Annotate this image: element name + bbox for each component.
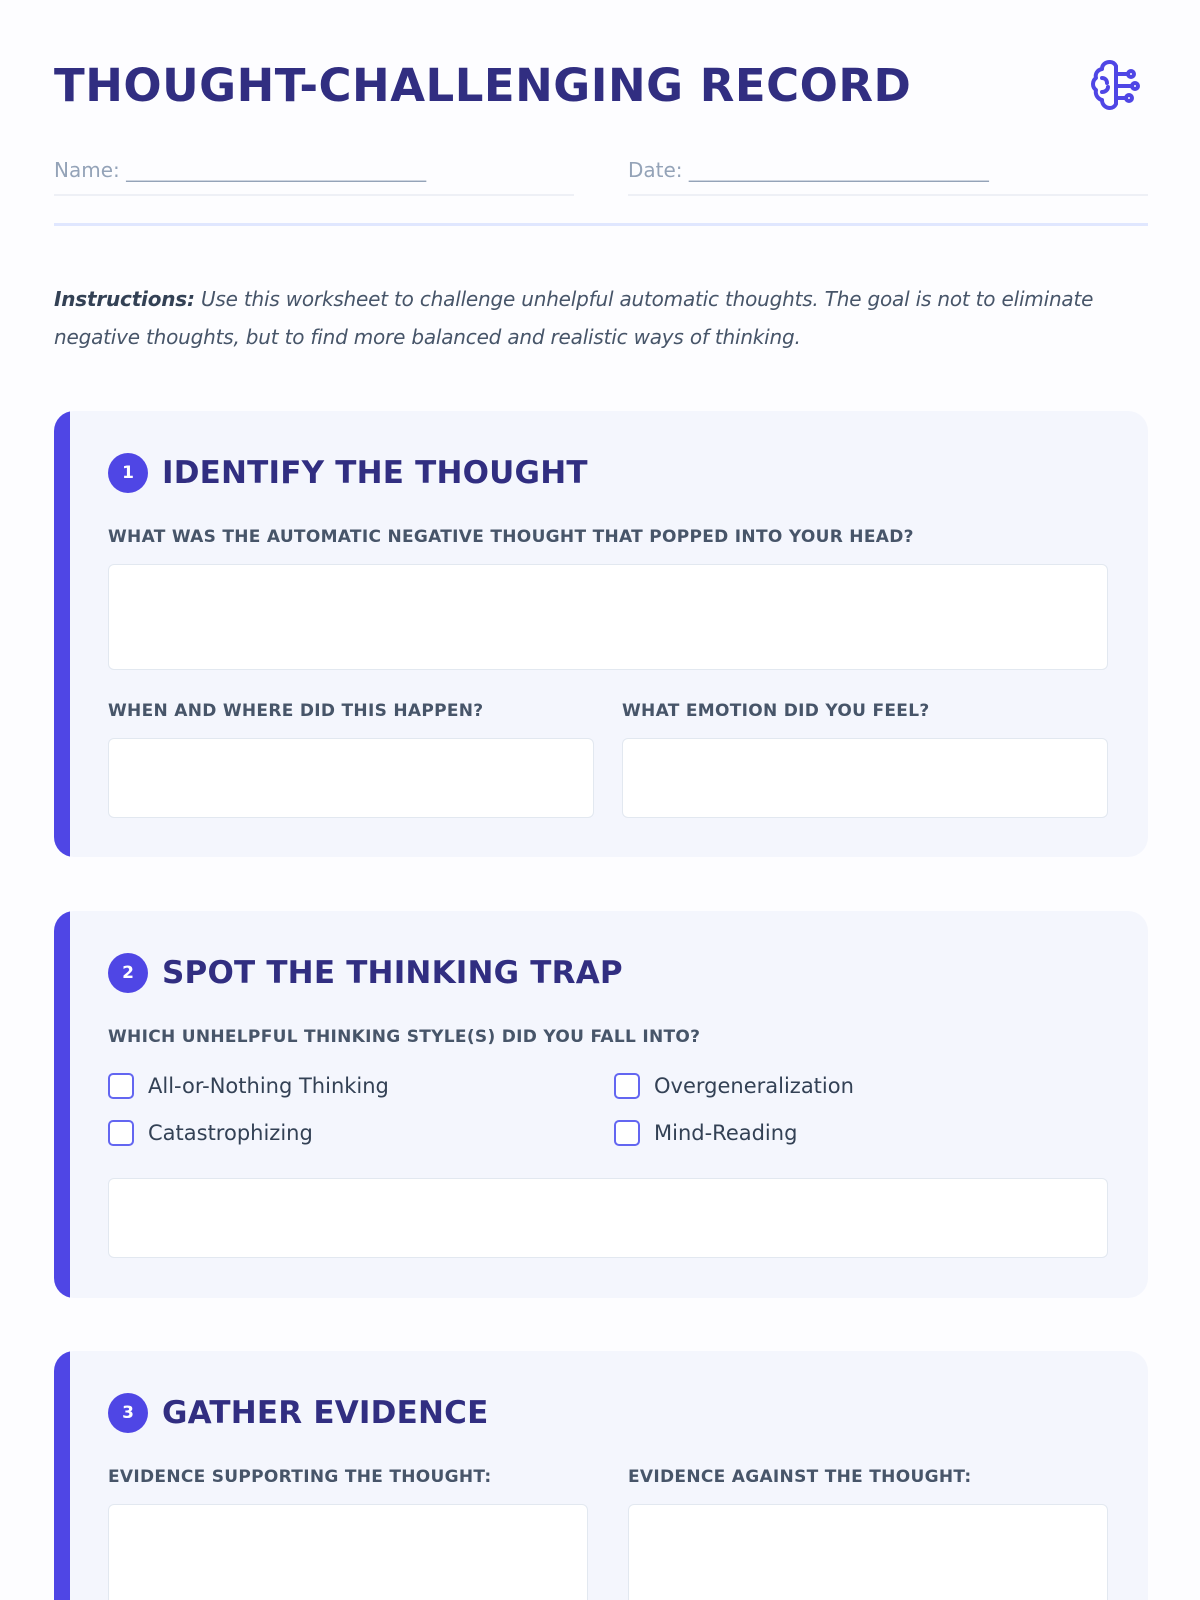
- emotion-input[interactable]: [622, 738, 1108, 818]
- evidence-for-input[interactable]: [108, 1504, 588, 1600]
- evidence-against-input[interactable]: [628, 1504, 1108, 1600]
- question-label: WHAT WAS THE AUTOMATIC NEGATIVE THOUGHT THAT POPPED INTO YOUR HEAD?: [108, 527, 914, 547]
- section-title: SPOT THE THINKING TRAP: [162, 955, 623, 991]
- question-label: WHICH UNHELPFUL THINKING STYLE(S) DID YOU FALL INTO?: [108, 1027, 701, 1047]
- header-divider: [54, 223, 1148, 226]
- section-heading: [108, 1393, 488, 1433]
- question-label: WHEN AND WHERE DID THIS HAPPEN?: [108, 701, 484, 721]
- step-number-badge: 2: [108, 953, 148, 993]
- page-title: THOUGHT-CHALLENGING RECORD: [54, 59, 912, 112]
- option-label: Mind-Reading: [654, 1121, 798, 1145]
- section-gather-evidence: [54, 1351, 1148, 1600]
- step-number-badge: 1: [108, 453, 148, 493]
- option-all-or-nothing[interactable]: [108, 1071, 389, 1101]
- date-field[interactable]: Date: ______________________________: [628, 150, 1148, 196]
- option-label: Catastrophizing: [148, 1121, 313, 1145]
- section-heading: [108, 953, 623, 993]
- checkbox[interactable]: [108, 1073, 134, 1099]
- section-identify-thought: [54, 411, 1148, 857]
- brain-icon: [1086, 56, 1146, 116]
- option-overgeneralization[interactable]: [614, 1071, 854, 1101]
- instructions: [54, 280, 1154, 356]
- option-mind-reading[interactable]: [614, 1118, 797, 1148]
- thinking-trap-notes-input[interactable]: [108, 1178, 1108, 1258]
- section-title: GATHER EVIDENCE: [162, 1395, 489, 1431]
- question-label: EVIDENCE SUPPORTING THE THOUGHT:: [108, 1467, 492, 1487]
- name-field[interactable]: Name: ______________________________: [54, 150, 574, 196]
- step-number-badge: 3: [108, 1393, 148, 1433]
- question-label: WHAT EMOTION DID YOU FEEL?: [622, 701, 930, 721]
- option-label: All-or-Nothing Thinking: [148, 1074, 389, 1098]
- option-catastrophizing[interactable]: [108, 1118, 313, 1148]
- when-where-input[interactable]: [108, 738, 594, 818]
- meta-row: [54, 150, 1148, 196]
- checkbox[interactable]: [614, 1073, 640, 1099]
- checkbox[interactable]: [108, 1120, 134, 1146]
- automatic-thought-input[interactable]: [108, 564, 1108, 670]
- option-label: Overgeneralization: [654, 1074, 854, 1098]
- page-header: [54, 56, 1148, 116]
- instructions-lead: Instructions:: [54, 287, 195, 311]
- question-label: EVIDENCE AGAINST THE THOUGHT:: [628, 1467, 972, 1487]
- section-heading: [108, 453, 588, 493]
- checkbox[interactable]: [614, 1120, 640, 1146]
- section-thinking-trap: [54, 911, 1148, 1298]
- section-title: IDENTIFY THE THOUGHT: [162, 455, 588, 491]
- instructions-text: Use this worksheet to challenge unhelpful automatic thoughts. The goal is not to eliminate negative thoughts, but to find more balanced and realistic ways of thinking.: [54, 287, 1094, 349]
